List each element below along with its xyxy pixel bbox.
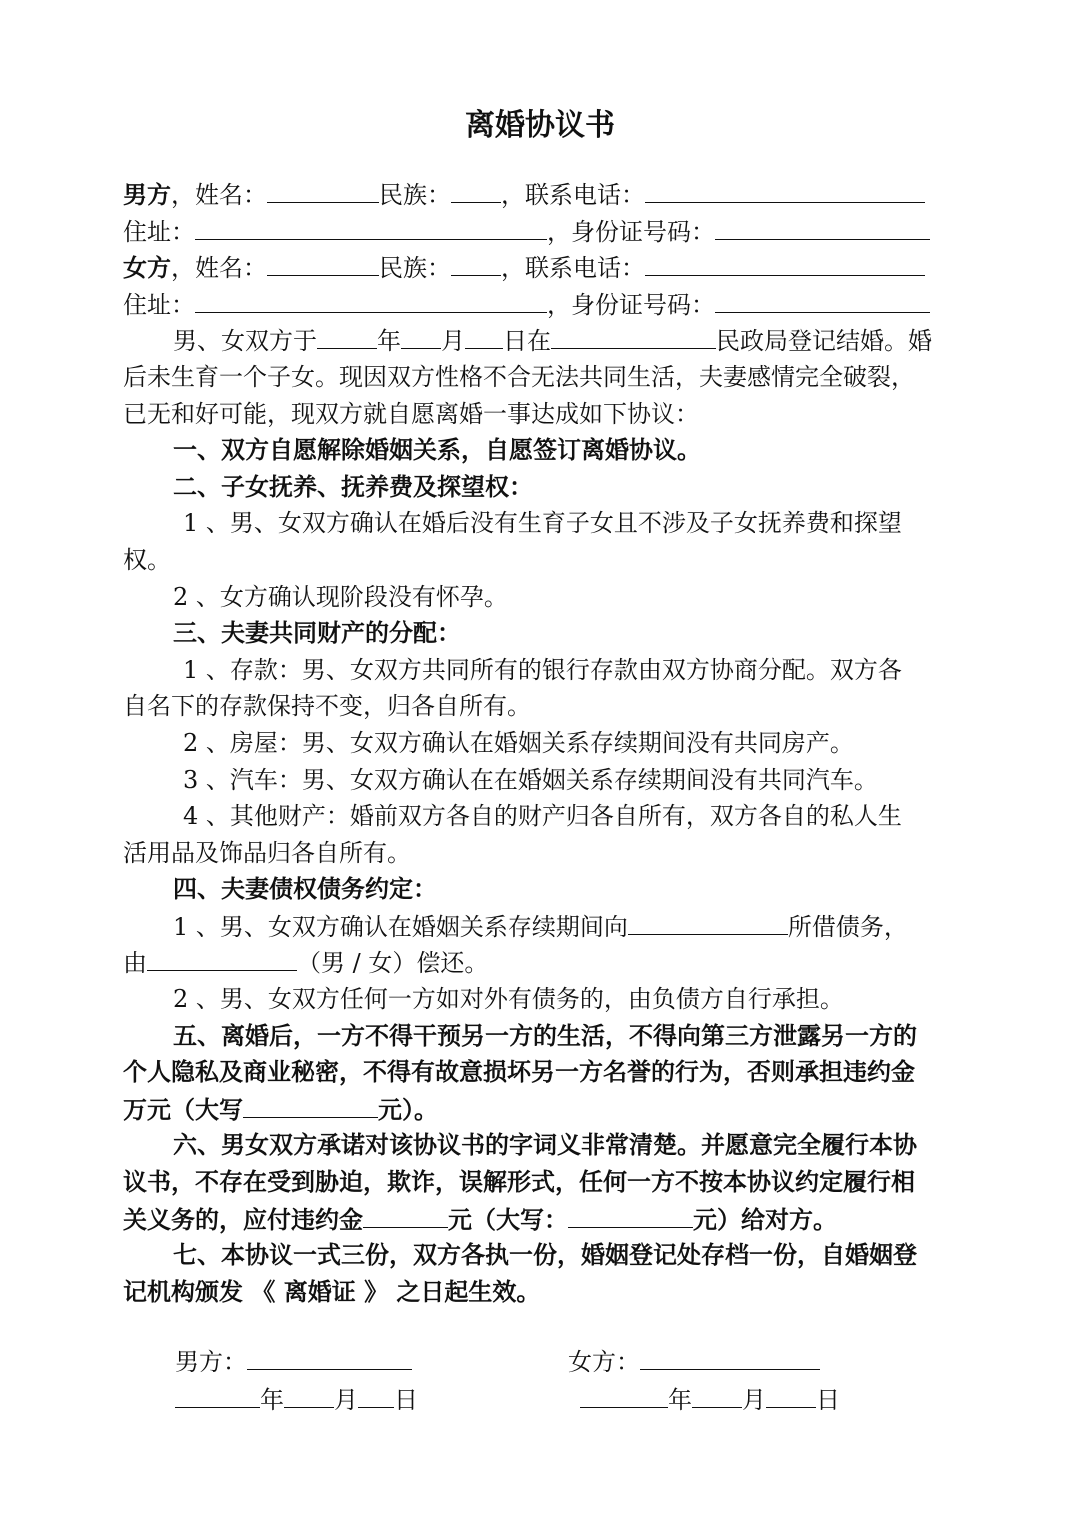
name-label: ，姓名： bbox=[171, 254, 267, 283]
clause-text: 1 、男、女双方确认在婚姻关系存续期间向 bbox=[173, 912, 628, 941]
section-6-line-2: 议书，不存在受到胁迫，欺诈，误解形式，任何一方不按本协议约定履行相 bbox=[123, 1167, 915, 1197]
section-3-heading: 三、夫妻共同财产的分配： bbox=[173, 618, 461, 648]
woman-phone-blank[interactable] bbox=[645, 249, 925, 276]
id-label: ，身份证号码： bbox=[547, 217, 715, 246]
man-address-line bbox=[123, 213, 959, 250]
section-5-line-2: 个人隐私及商业秘密，不得有故意损坏另一方名誉的行为，否则承担违约金 bbox=[123, 1057, 915, 1087]
intro-line-3: 已无和好可能，现双方就自愿离婚一事达成如下协议： bbox=[123, 399, 699, 428]
woman-day-blank[interactable] bbox=[766, 1381, 816, 1408]
clause-3-3: 3 、汽车：男、女双方确认在在婚姻关系存续期间没有共同汽车。 bbox=[183, 765, 878, 794]
man-month-blank[interactable] bbox=[284, 1381, 334, 1408]
section-1: 一、双方自愿解除婚姻关系，自愿签订离婚协议。 bbox=[173, 435, 701, 465]
month-label: 月 bbox=[334, 1386, 358, 1414]
clause-text: 关义务的，应付违约金 bbox=[123, 1204, 363, 1234]
intro-text: 男、女双方于 bbox=[173, 327, 317, 356]
clause-text: 万元（大写 bbox=[123, 1094, 243, 1124]
year-label: 年 bbox=[260, 1386, 284, 1414]
debtor-blank[interactable] bbox=[147, 944, 297, 971]
section-4-heading: 四、夫妻债权债务约定： bbox=[173, 874, 437, 904]
marriage-day-blank[interactable] bbox=[465, 322, 503, 349]
man-signature bbox=[175, 1342, 412, 1377]
clause-4-2: 2 、男、女双方任何一方如对外有债务的，由负债方自行承担。 bbox=[173, 985, 844, 1014]
woman-ethnic-blank[interactable] bbox=[451, 249, 501, 276]
woman-sign-label: 女方： bbox=[568, 1348, 640, 1376]
section-6-line-1: 六、男女双方承诺对该协议书的字词义非常清楚。并愿意完全履行本协 bbox=[173, 1130, 917, 1160]
day-label: 日 bbox=[816, 1386, 840, 1414]
man-id-blank[interactable] bbox=[715, 213, 930, 240]
penalty-amount-caps-blank[interactable] bbox=[568, 1201, 693, 1228]
document-title: 离婚协议书 bbox=[465, 108, 615, 143]
intro-line-2: 后未生育一个子女。现因双方性格不合无法共同生活，夫妻感情完全破裂， bbox=[123, 362, 915, 391]
id-label: ，身份证号码： bbox=[547, 290, 715, 319]
section-5-line-3 bbox=[123, 1091, 959, 1128]
month-label: 月 bbox=[441, 327, 465, 356]
woman-id-blank[interactable] bbox=[715, 286, 930, 313]
year-label: 年 bbox=[377, 327, 401, 356]
man-year-blank[interactable] bbox=[175, 1381, 260, 1408]
intro-text: 民政局登记结婚。婚 bbox=[716, 327, 932, 356]
clause-3-4a: 4 、其他财产：婚前双方各自的财产归各自所有，双方各自的私人生 bbox=[183, 802, 902, 831]
man-label: 男方 bbox=[123, 180, 171, 209]
clause-text: 元（大写： bbox=[448, 1204, 568, 1234]
clause-3-4b: 活用品及饰品归各自所有。 bbox=[123, 838, 411, 867]
man-sign-blank[interactable] bbox=[247, 1343, 412, 1370]
clause-text: 元）给对方。 bbox=[693, 1204, 837, 1234]
man-info-line bbox=[123, 176, 959, 213]
ethnic-label: 民族： bbox=[379, 254, 451, 283]
clause-text: 所借债务， bbox=[787, 912, 908, 941]
clause-4-1a bbox=[123, 908, 959, 945]
penalty-caps-blank[interactable] bbox=[243, 1091, 378, 1118]
month-label: 月 bbox=[742, 1386, 766, 1414]
marriage-month-blank[interactable] bbox=[401, 322, 441, 349]
intro-line-1 bbox=[123, 322, 959, 359]
clause-text: （男 / 女）偿还。 bbox=[297, 949, 489, 978]
name-label: ，姓名： bbox=[171, 181, 267, 209]
section-2-heading: 二、子女抚养、抚养费及探望权： bbox=[173, 471, 533, 501]
phone-label: ，联系电话： bbox=[501, 181, 645, 209]
man-name-blank[interactable] bbox=[267, 176, 379, 203]
clause-3-2: 2 、房屋：男、女双方确认在婚姻关系存续期间没有共同房产。 bbox=[183, 728, 854, 757]
woman-info-line bbox=[123, 249, 959, 286]
registry-blank[interactable] bbox=[551, 322, 716, 349]
ethnic-label: 民族： bbox=[379, 181, 451, 209]
section-5-line-1: 五、离婚后，一方不得干预另一方的生活，不得向第三方泄露另一方的 bbox=[173, 1020, 917, 1050]
woman-sign-blank[interactable] bbox=[640, 1343, 820, 1370]
woman-name-blank[interactable] bbox=[267, 249, 379, 276]
phone-label: ，联系电话： bbox=[501, 254, 645, 283]
section-7-line-1: 七、本协议一式三份，双方各执一份，婚姻登记处存档一份，自婚姻登 bbox=[173, 1240, 917, 1270]
woman-signature bbox=[568, 1342, 820, 1377]
man-address-blank[interactable] bbox=[195, 213, 547, 240]
clause-2-2: 2 、女方确认现阶段没有怀孕。 bbox=[173, 582, 508, 611]
clause-2-1b: 权。 bbox=[123, 545, 171, 574]
clause-text: 元）。 bbox=[378, 1094, 438, 1124]
document-body bbox=[123, 176, 959, 1310]
clause-3-1a: 1 、存款：男、女双方共同所有的银行存款由双方协商分配。双方各 bbox=[183, 655, 902, 684]
address-label: 住址： bbox=[123, 217, 195, 246]
address-label: 住址： bbox=[123, 290, 195, 319]
clause-4-1b bbox=[123, 944, 959, 981]
marriage-year-blank[interactable] bbox=[317, 322, 377, 349]
clause-2-1a: 1 、男、女双方确认在婚后没有生育子女且不涉及子女抚养费和探望 bbox=[183, 509, 902, 538]
woman-label: 女方 bbox=[123, 253, 171, 283]
woman-address-line bbox=[123, 286, 959, 323]
woman-month-blank[interactable] bbox=[692, 1381, 742, 1408]
woman-sign-date bbox=[580, 1380, 840, 1415]
creditor-blank[interactable] bbox=[628, 908, 788, 935]
woman-address-blank[interactable] bbox=[195, 286, 547, 313]
section-7-line-2: 记机构颁发 《 离婚证 》 之日起生效。 bbox=[123, 1276, 541, 1306]
clause-text: 由 bbox=[123, 949, 147, 978]
year-label: 年 bbox=[668, 1386, 692, 1414]
penalty-amount-blank[interactable] bbox=[363, 1201, 448, 1228]
man-ethnic-blank[interactable] bbox=[451, 176, 501, 203]
man-sign-label: 男方： bbox=[175, 1348, 247, 1376]
man-day-blank[interactable] bbox=[358, 1381, 394, 1408]
section-6-line-3 bbox=[123, 1201, 959, 1238]
day-label: 日 bbox=[394, 1386, 418, 1414]
man-phone-blank[interactable] bbox=[645, 176, 925, 203]
man-sign-date bbox=[175, 1380, 418, 1415]
clause-3-1b: 自名下的存款保持不变，归各自所有。 bbox=[123, 692, 531, 721]
day-label: 日在 bbox=[503, 327, 551, 356]
woman-year-blank[interactable] bbox=[580, 1381, 668, 1408]
